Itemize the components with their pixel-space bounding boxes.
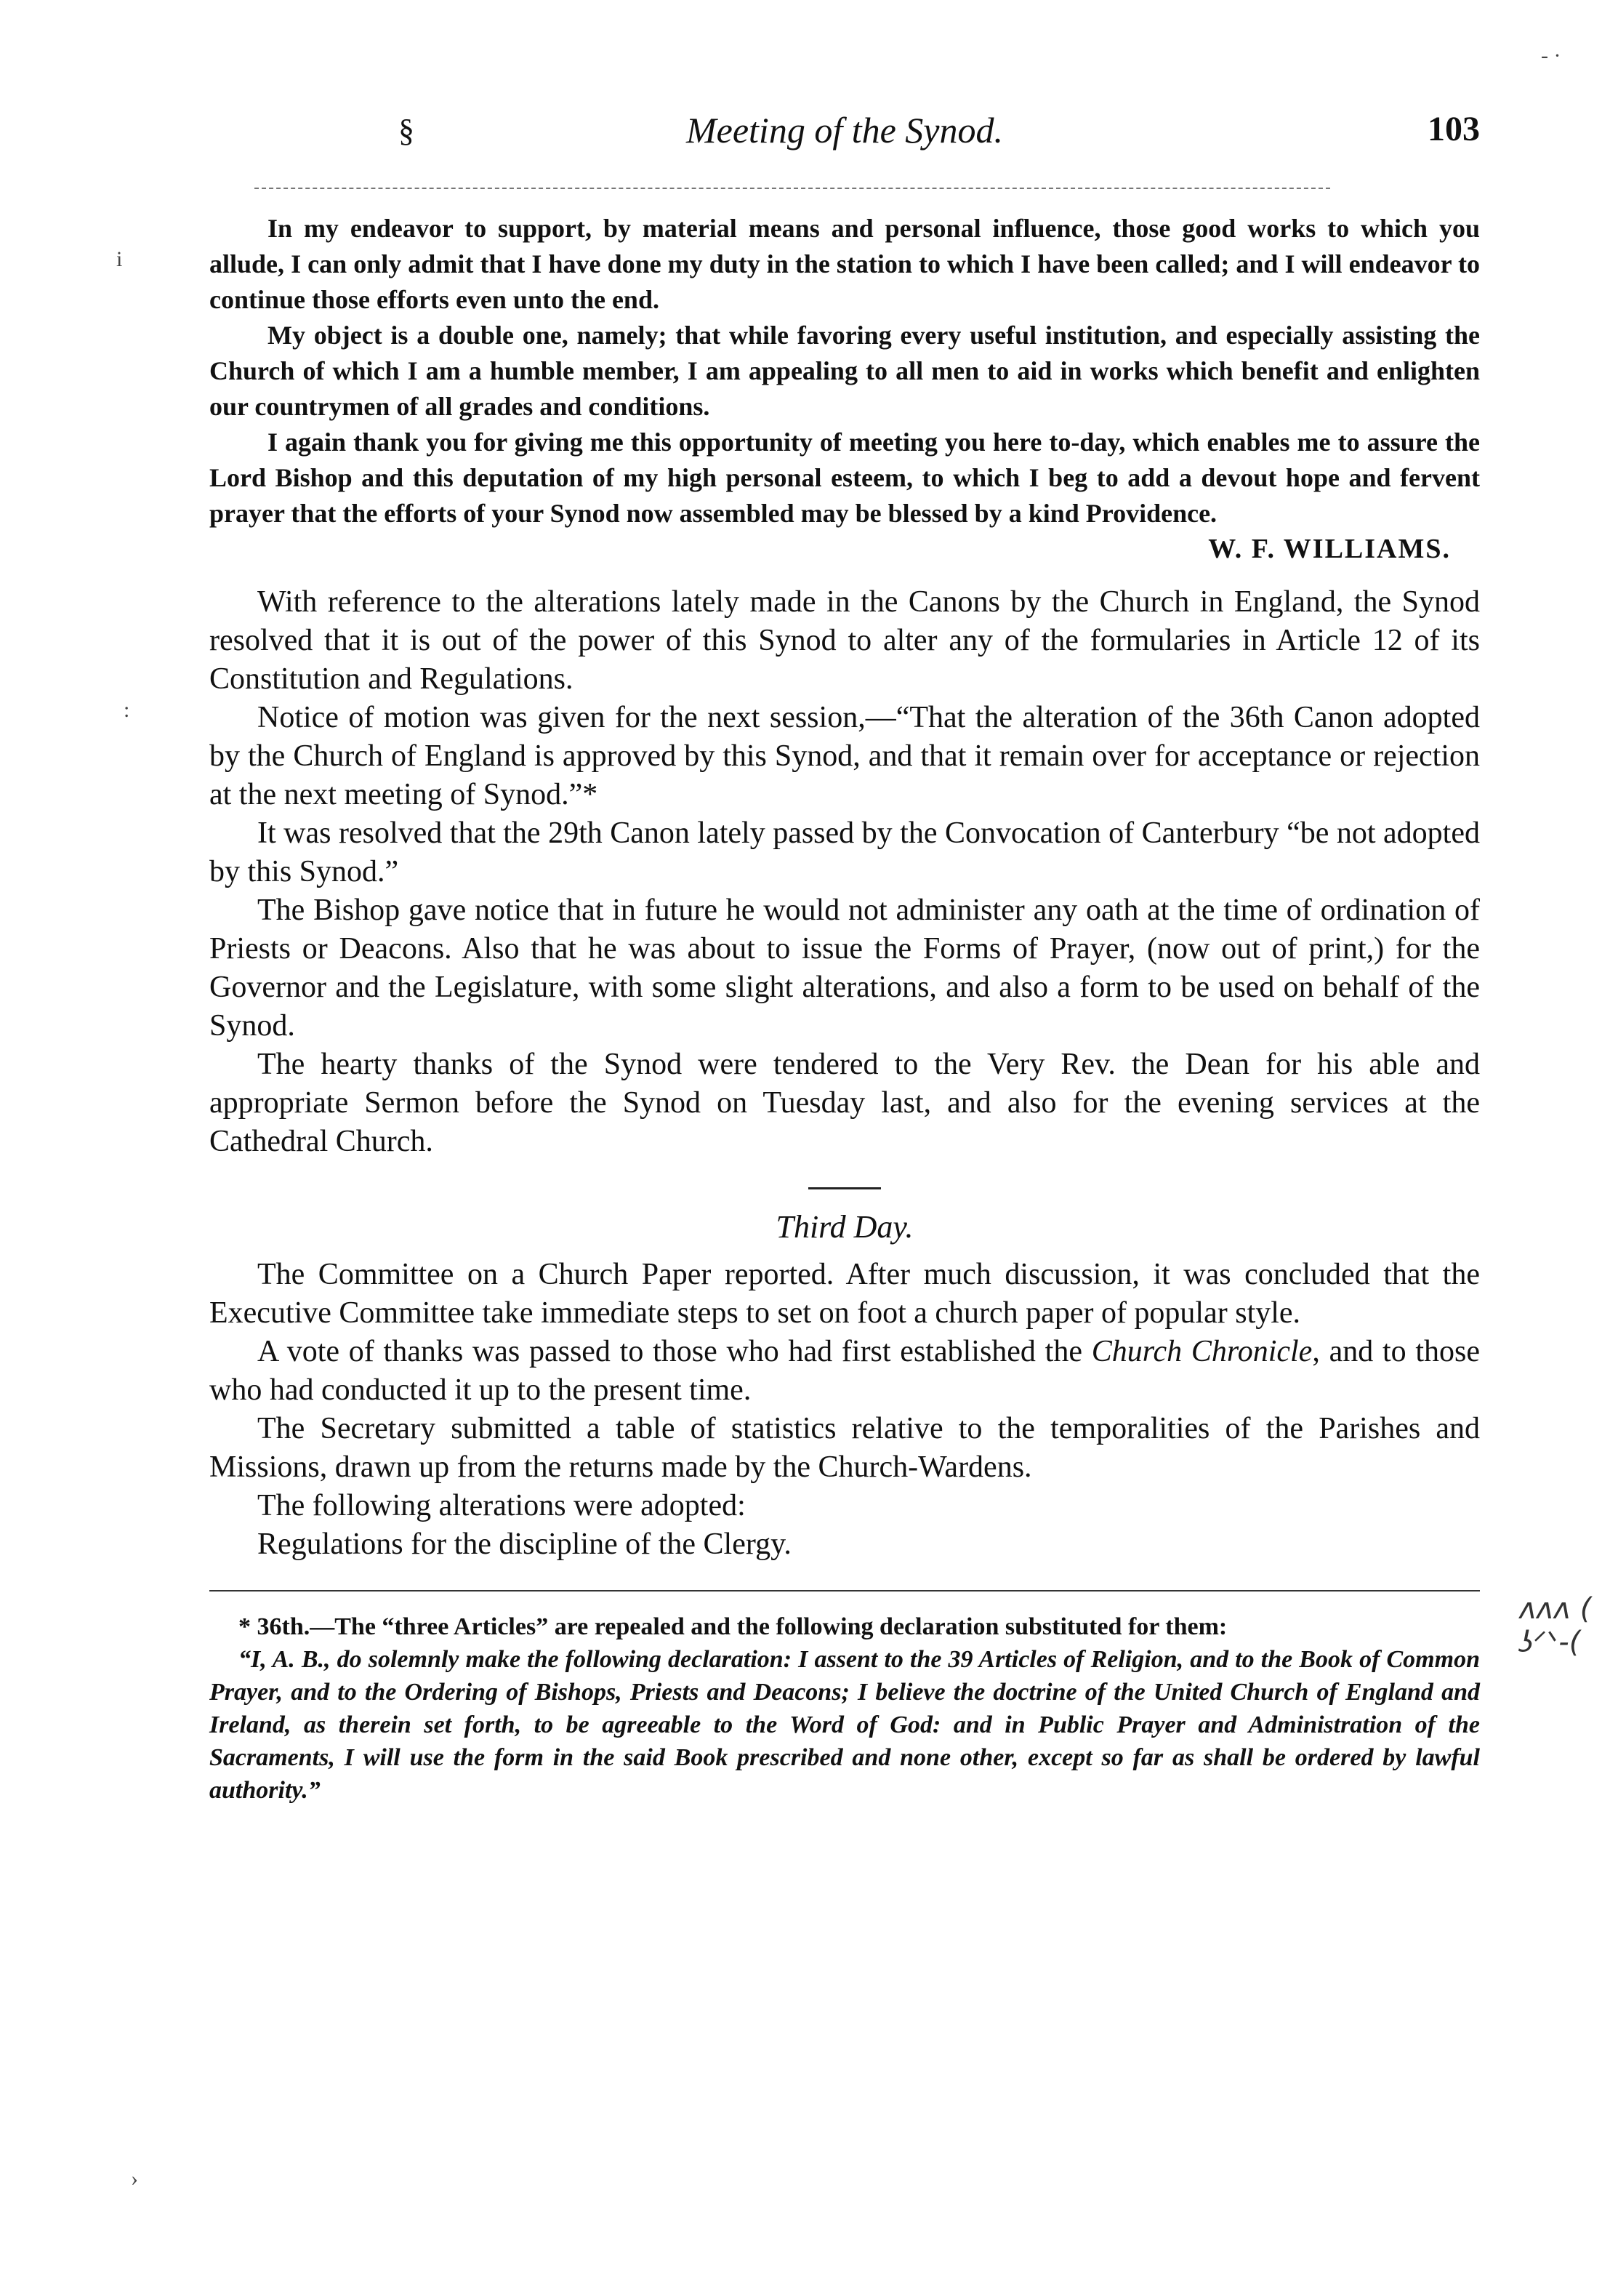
footnote-declaration: “I, A. B., do solemnly make the following declaration: I assent to the 39 Articles of Religion, and to the Book of Common Prayer, and to the Ordering of Bishops, Priests and Deacons; I believe the doctrine of the United Church of England and Ireland, as therein set forth, to be agreeable to the Word of God: and in Public Prayer and Administration of the Sacraments, I will use the form in the said Book prescribed and none other, except so far as shall be ordered by lawful authority.” [209,1646,1480,1804]
handwritten-margin-note [1519,1592,1591,1659]
page-number: 103 [1428,110,1480,148]
vote-text-end: , and to those who had conducted it up to the present time. [209,1335,1481,1407]
vote-text: A vote of thanks was passed to those who had first established the [257,1335,1092,1368]
footnote-lead: * 36th.—The “three Articles” are repealed and the following declaration substituted for them: [238,1613,1228,1640]
scan-speck: - · [1541,44,1561,68]
margin-note-line: ʖᐟᐠ-( [1519,1626,1581,1659]
synod-proceedings [209,583,1480,1161]
letter-paragraph: In my endeavor to support, by material means and personal influence, those good works to which you allude, I can only admit that I have done my duty in the station to which I have been called; and I will endeavor to continue those efforts even unto the end. [209,214,1480,314]
body-paragraph: It was resolved that the 29th Canon lately passed by the Convocation of Canterbury “be not adopted by this Synod.” [209,816,1480,888]
church-chronicle-title: Church Chronicle [1091,1335,1313,1368]
page-header [209,109,1480,167]
scan-speck: : [124,698,130,722]
third-day-paragraph [209,1333,1480,1410]
footnote-rule [209,1590,1480,1591]
body-paragraph: The Bishop gave notice that in future he would not administer any oath at the time of ordination of Priests or Deacons. Also that he was about to issue the Forms of Prayer, (now out of print,) for the Governor and the Legislature, with some slight alterations, and also a form to be used on behalf of the Synod. [209,894,1480,1043]
header-mark: § [398,113,414,148]
letter-signature: W. F. WILLIAMS. [1208,534,1451,564]
third-day-paragraph: Regulations for the discipline of the Clergy. [257,1528,792,1561]
margin-note-line: ᴧᴧᴧ ( [1519,1592,1592,1626]
main-column [209,211,1480,1807]
scan-speck: › [131,2167,138,2191]
third-day-section [209,1256,1480,1564]
body-paragraph: Notice of motion was given for the next session,—“That the alteration of the 36th Canon adopted by the Church of England is approved by this Synod, and that it remain over for acceptance or rejection at the next meeting of Synod.”* [209,701,1480,811]
scan-speck: i [116,247,123,271]
letter-block [209,211,1480,567]
letter-paragraph: I again thank you for giving me this opportunity of meeting you here to-day, which enables me to assure the Lord Bishop and this deputation of my high personal esteem, to which I beg to add a devout hope and fervent prayer that the efforts of your Synod now assembled may be blessed by a kind Providence. [209,428,1480,528]
running-title: Meeting of the Synod. [686,110,1003,150]
section-heading-third-day: Third Day. [776,1209,914,1245]
third-day-paragraph: The following alterations were adopted: [257,1489,746,1522]
header-rule [254,188,1330,189]
letter-paragraph: My object is a double one, namely; that while favoring every useful institution, and especially assisting the Church of which I am a humble member, I am appealing to all men to aid in works which benefit and enlighten our countrymen of all grades and conditions. [209,321,1480,421]
body-paragraph: The hearty thanks of the Synod were tendered to the Very Rev. the Dean for his able and appropriate Sermon before the Synod on Tuesday last, and also for the evening services at the Cathedral Church. [209,1048,1480,1158]
third-day-paragraph: The Committee on a Church Paper reported. After much discussion, it was concluded that the Executive Committee take immediate steps to set on foot a church paper of popular style. [209,1258,1480,1330]
third-day-paragraph: The Secretary submitted a table of statistics relative to the temporalities of the Parishes and Missions, drawn up from the returns made by the Church-Wardens. [209,1412,1480,1484]
body-paragraph: With reference to the alterations lately made in the Canons by the Church in England, the Synod resolved that it is out of the power of this Synod to alter any of the formularies in Article 12 of its Constitution and Regulations. [209,585,1480,696]
section-separator [808,1187,881,1189]
footnote [209,1610,1480,1807]
